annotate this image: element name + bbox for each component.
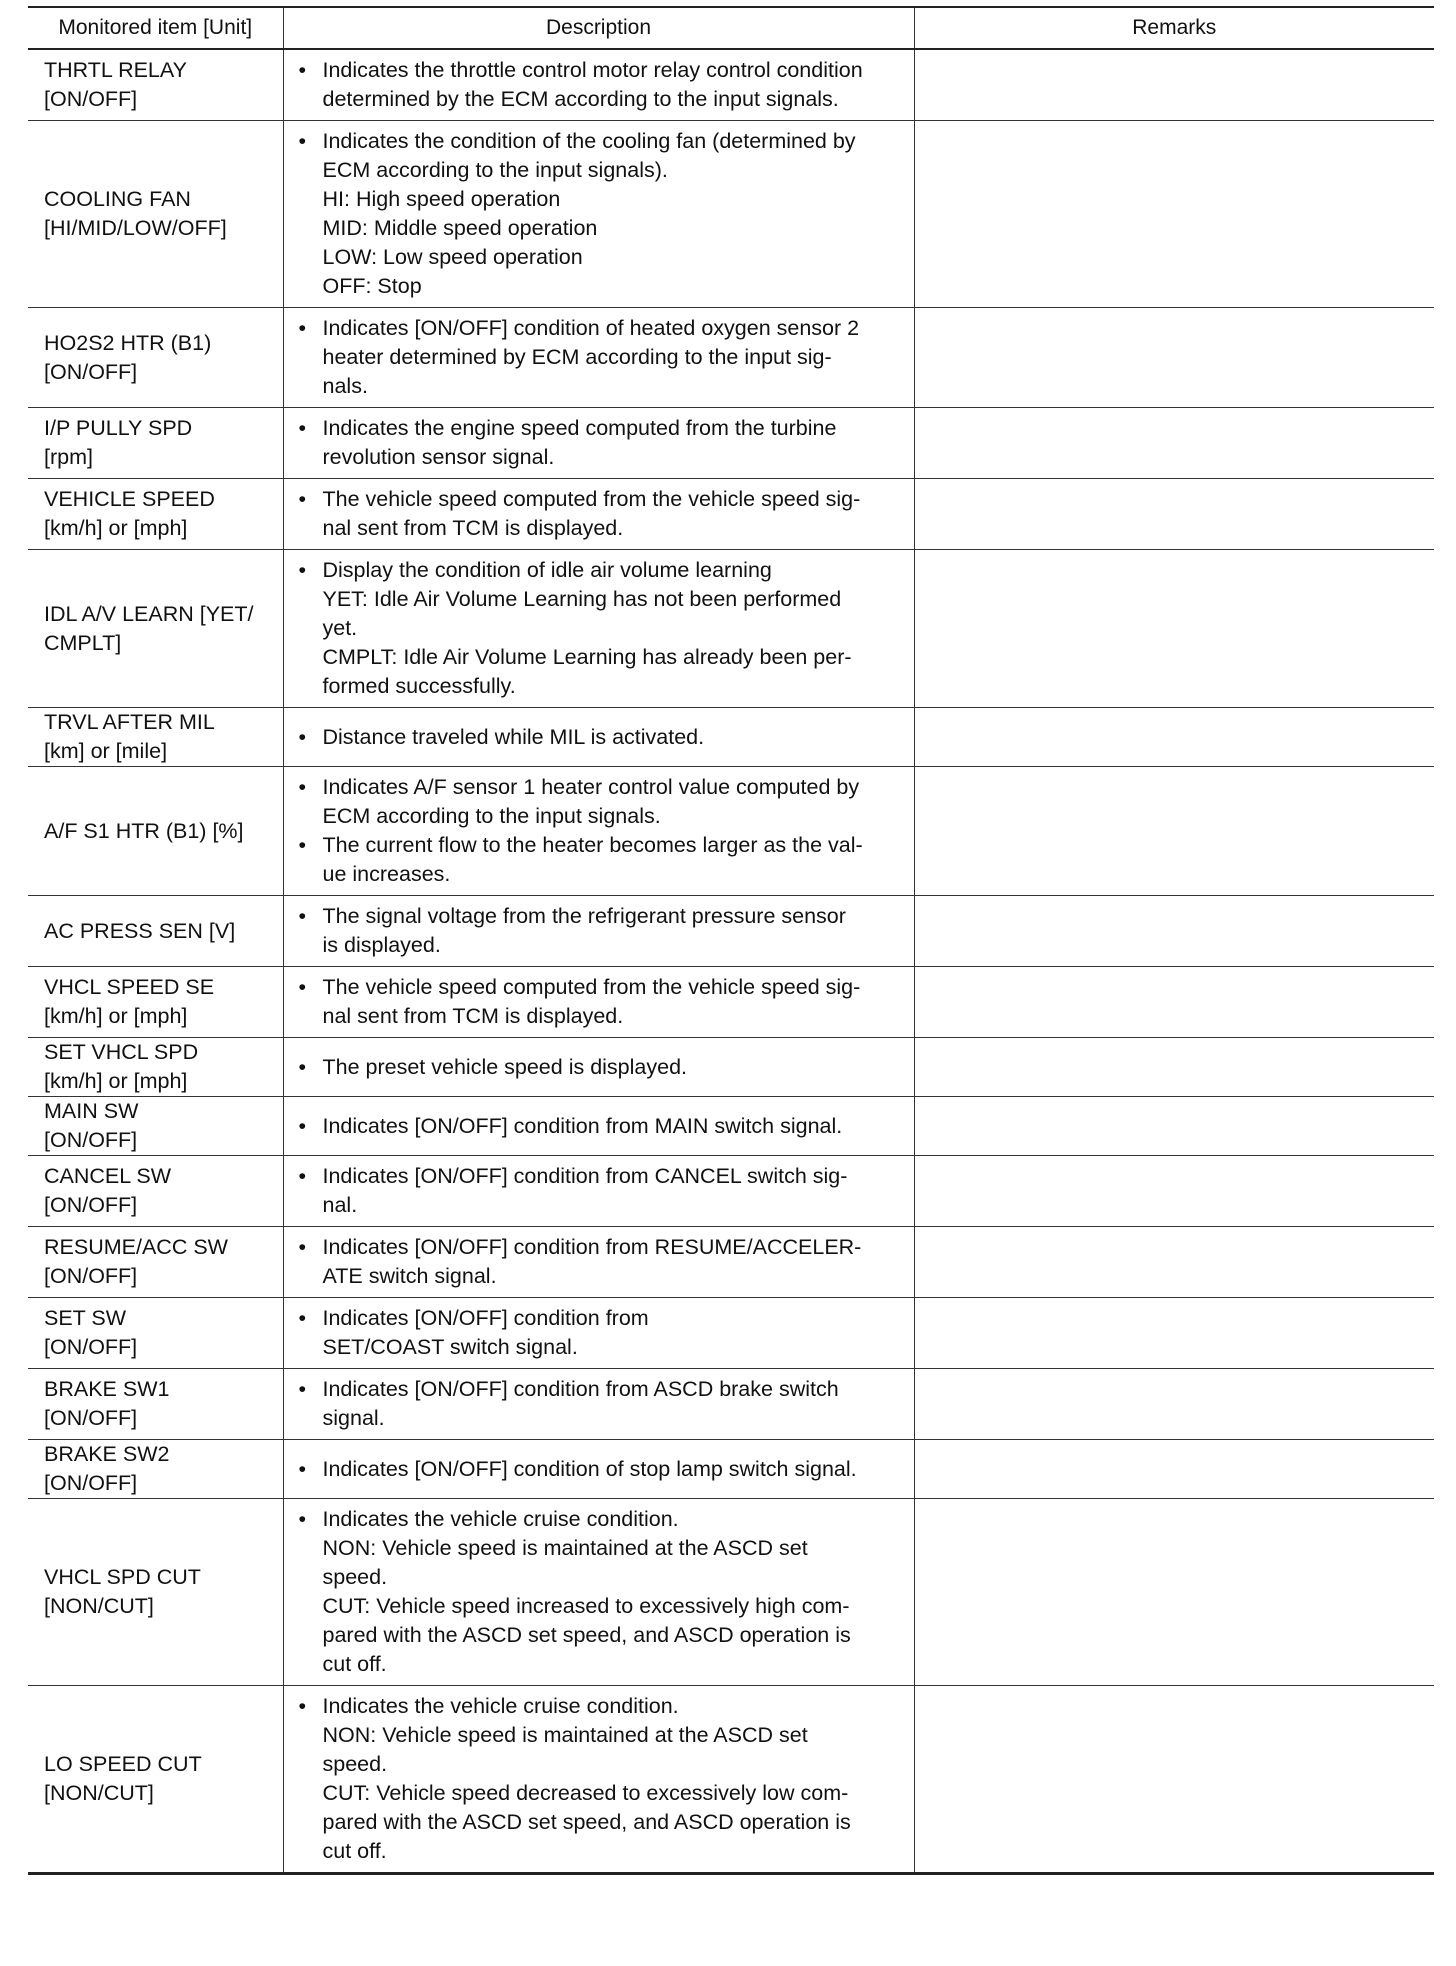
bullet-icon: • bbox=[298, 1306, 307, 1330]
description-text: cut off. bbox=[322, 1839, 387, 1863]
monitored-item-cell bbox=[28, 1097, 283, 1156]
table-row bbox=[28, 1227, 1434, 1298]
description-text: Indicates A/F sensor 1 heater control value computed by bbox=[322, 775, 860, 799]
monitored-item-text: [km/h] or [mph] bbox=[44, 516, 188, 540]
description-cell bbox=[283, 1369, 914, 1440]
document-page bbox=[28, 6, 1434, 1875]
description-bullet bbox=[298, 414, 908, 472]
bullet-icon: • bbox=[298, 58, 307, 82]
header-monitored-item: Monitored item [Unit] bbox=[28, 7, 283, 49]
monitor-items-table bbox=[28, 6, 1434, 1875]
table-row bbox=[28, 121, 1434, 308]
bullet-icon: • bbox=[298, 1235, 307, 1259]
description-cell bbox=[283, 121, 914, 308]
description-text: HI: High speed operation bbox=[322, 187, 561, 211]
description-cell bbox=[283, 767, 914, 896]
description-bullet bbox=[298, 56, 908, 114]
table-row bbox=[28, 1097, 1434, 1156]
monitored-item-text: SET VHCL SPD bbox=[44, 1040, 199, 1064]
description-text: The preset vehicle speed is displayed. bbox=[322, 1054, 688, 1079]
bullet-icon: • bbox=[298, 1164, 307, 1188]
description-text: Display the condition of idle air volume learning bbox=[322, 558, 772, 582]
description-bullet bbox=[298, 902, 908, 960]
description-text: Indicates [ON/OFF] condition from MAIN switch signal. bbox=[322, 1113, 843, 1138]
description-text: determined by the ECM according to the input signals. bbox=[322, 87, 839, 111]
monitored-item-cell bbox=[28, 121, 283, 308]
remarks-cell bbox=[914, 1440, 1434, 1499]
bullet-icon: • bbox=[298, 558, 307, 582]
monitored-item-text: BRAKE SW1 bbox=[44, 1377, 170, 1401]
description-text: Indicates the vehicle cruise condition. bbox=[322, 1507, 679, 1531]
description-bullet bbox=[298, 773, 908, 831]
table-row bbox=[28, 49, 1434, 121]
monitored-item-text: [NON/CUT] bbox=[44, 1781, 154, 1805]
table-row bbox=[28, 1156, 1434, 1227]
description-text: YET: Idle Air Volume Learning has not been performed bbox=[322, 587, 842, 611]
monitored-item-cell bbox=[28, 1156, 283, 1227]
monitored-item-cell bbox=[28, 896, 283, 967]
description-text: revolution sensor signal. bbox=[322, 445, 555, 469]
remarks-cell bbox=[914, 1038, 1434, 1097]
description-text: CMPLT: Idle Air Volume Learning has already been per- bbox=[322, 645, 852, 669]
remarks-cell bbox=[914, 550, 1434, 708]
monitored-item-cell bbox=[28, 1686, 283, 1874]
description-text: Indicates [ON/OFF] condition from ASCD brake switch bbox=[322, 1377, 839, 1401]
monitored-item-cell bbox=[28, 479, 283, 550]
description-bullet bbox=[298, 1053, 908, 1082]
description-text: Indicates the engine speed computed from the turbine bbox=[322, 416, 837, 440]
bullet-icon: • bbox=[298, 487, 307, 511]
table-row bbox=[28, 1440, 1434, 1499]
table-row bbox=[28, 1038, 1434, 1097]
description-text: cut off. bbox=[322, 1652, 387, 1676]
table-row bbox=[28, 767, 1434, 896]
monitored-item-text: [ON/OFF] bbox=[44, 1128, 138, 1152]
remarks-cell bbox=[914, 121, 1434, 308]
monitored-item-text: [rpm] bbox=[44, 445, 93, 469]
monitored-item-cell bbox=[28, 708, 283, 767]
description-bullet bbox=[298, 831, 908, 889]
monitored-item-cell bbox=[28, 767, 283, 896]
description-text: Indicates the vehicle cruise condition. bbox=[322, 1694, 679, 1718]
table-row bbox=[28, 1298, 1434, 1369]
description-text: Indicates [ON/OFF] condition from bbox=[322, 1306, 649, 1330]
description-bullet bbox=[298, 314, 908, 401]
monitored-item-cell bbox=[28, 49, 283, 121]
description-bullet bbox=[298, 1233, 908, 1291]
description-bullet bbox=[298, 485, 908, 543]
description-text: speed. bbox=[322, 1565, 388, 1589]
monitored-item-text: I/P PULLY SPD bbox=[44, 416, 193, 440]
bullet-icon: • bbox=[298, 1507, 307, 1531]
description-text: ECM according to the input signals). bbox=[322, 158, 668, 182]
description-text: signal. bbox=[322, 1406, 385, 1430]
monitored-item-cell bbox=[28, 550, 283, 708]
monitored-item-text: [NON/CUT] bbox=[44, 1594, 154, 1618]
bullet-icon: • bbox=[298, 1456, 307, 1481]
monitored-item-cell bbox=[28, 1440, 283, 1499]
description-cell bbox=[283, 1227, 914, 1298]
description-bullet bbox=[298, 556, 908, 701]
description-text: Indicates [ON/OFF] condition of stop lamp switch signal. bbox=[322, 1456, 857, 1481]
description-text: The vehicle speed computed from the vehicle speed sig- bbox=[322, 487, 861, 511]
description-cell bbox=[283, 896, 914, 967]
monitored-item-text: VHCL SPEED SE bbox=[44, 975, 215, 999]
description-text: nal sent from TCM is displayed. bbox=[322, 1004, 624, 1028]
description-text: pared with the ASCD set speed, and ASCD operation is bbox=[322, 1810, 851, 1834]
remarks-cell bbox=[914, 896, 1434, 967]
description-cell bbox=[283, 1499, 914, 1686]
bullet-icon: • bbox=[298, 904, 307, 928]
table-row bbox=[28, 896, 1434, 967]
description-text: OFF: Stop bbox=[322, 274, 422, 298]
table-header-row bbox=[28, 7, 1434, 49]
description-text: SET/COAST switch signal. bbox=[322, 1335, 578, 1359]
monitored-item-cell bbox=[28, 967, 283, 1038]
monitored-item-text: A/F S1 HTR (B1) [%] bbox=[44, 818, 244, 843]
description-text: Indicates [ON/OFF] condition from CANCEL switch sig- bbox=[322, 1164, 848, 1188]
description-text: Indicates the condition of the cooling fan (determined by bbox=[322, 129, 856, 153]
monitored-item-text: [ON/OFF] bbox=[44, 87, 138, 111]
description-bullet bbox=[298, 1162, 908, 1220]
description-text: heater determined by ECM according to the input sig- bbox=[322, 345, 832, 369]
remarks-cell bbox=[914, 967, 1434, 1038]
monitored-item-text: [ON/OFF] bbox=[44, 1406, 138, 1430]
description-bullet bbox=[298, 1304, 908, 1362]
table-row bbox=[28, 708, 1434, 767]
description-cell bbox=[283, 49, 914, 121]
description-text: ECM according to the input signals. bbox=[322, 804, 661, 828]
description-text: nals. bbox=[322, 374, 368, 398]
description-cell bbox=[283, 308, 914, 408]
remarks-cell bbox=[914, 767, 1434, 896]
monitored-item-text: HO2S2 HTR (B1) bbox=[44, 330, 212, 355]
table-row bbox=[28, 408, 1434, 479]
monitored-item-text: [ON/OFF] bbox=[44, 1335, 138, 1359]
monitored-item-text: [ON/OFF] bbox=[44, 1193, 138, 1217]
monitored-item-text: SET SW bbox=[44, 1306, 127, 1330]
monitored-item-text: AC PRESS SEN [V] bbox=[44, 918, 236, 943]
description-cell bbox=[283, 708, 914, 767]
description-text: NON: Vehicle speed is maintained at the ASCD set bbox=[322, 1723, 808, 1747]
monitored-item-cell bbox=[28, 408, 283, 479]
header-description: Description bbox=[283, 7, 914, 49]
monitored-item-text: CMPLT] bbox=[44, 630, 122, 655]
monitored-item-text: [HI/MID/LOW/OFF] bbox=[44, 216, 227, 240]
description-text: Distance traveled while MIL is activated. bbox=[322, 724, 705, 749]
description-text: pared with the ASCD set speed, and ASCD operation is bbox=[322, 1623, 851, 1647]
description-bullet bbox=[298, 127, 908, 301]
description-text: ATE switch signal. bbox=[322, 1264, 497, 1288]
remarks-cell bbox=[914, 1369, 1434, 1440]
bullet-icon: • bbox=[298, 1113, 307, 1138]
table-row bbox=[28, 1686, 1434, 1874]
remarks-cell bbox=[914, 1156, 1434, 1227]
monitored-item-text: [km/h] or [mph] bbox=[44, 1004, 188, 1028]
description-bullet bbox=[298, 1455, 908, 1484]
description-text: The vehicle speed computed from the vehicle speed sig- bbox=[322, 975, 861, 999]
remarks-cell bbox=[914, 708, 1434, 767]
monitored-item-text: VEHICLE SPEED bbox=[44, 487, 215, 511]
table-row bbox=[28, 308, 1434, 408]
bullet-icon: • bbox=[298, 1054, 307, 1079]
monitored-item-text: [km] or [mile] bbox=[44, 739, 168, 763]
description-cell bbox=[283, 1686, 914, 1874]
monitored-item-cell bbox=[28, 1038, 283, 1097]
bullet-icon: • bbox=[298, 416, 307, 440]
table-row bbox=[28, 1499, 1434, 1686]
monitored-item-text: BRAKE SW2 bbox=[44, 1442, 170, 1466]
description-text: NON: Vehicle speed is maintained at the ASCD set bbox=[322, 1536, 808, 1560]
description-text: formed successfully. bbox=[322, 674, 516, 698]
bullet-icon: • bbox=[298, 1377, 307, 1401]
description-bullet bbox=[298, 723, 908, 752]
description-cell bbox=[283, 408, 914, 479]
monitored-item-text: THRTL RELAY bbox=[44, 58, 187, 82]
description-text: nal sent from TCM is displayed. bbox=[322, 516, 624, 540]
remarks-cell bbox=[914, 1227, 1434, 1298]
description-text: The signal voltage from the refrigerant pressure sensor bbox=[322, 904, 846, 928]
description-text: The current flow to the heater becomes larger as the val- bbox=[322, 833, 863, 857]
description-text: LOW: Low speed operation bbox=[322, 245, 583, 269]
monitored-item-cell bbox=[28, 1298, 283, 1369]
description-cell bbox=[283, 1156, 914, 1227]
monitored-item-cell bbox=[28, 1499, 283, 1686]
monitored-item-text: RESUME/ACC SW bbox=[44, 1235, 228, 1259]
bullet-icon: • bbox=[298, 775, 307, 799]
description-bullet bbox=[298, 1112, 908, 1141]
description-text: speed. bbox=[322, 1752, 388, 1776]
description-cell bbox=[283, 967, 914, 1038]
description-text: Indicates the throttle control motor relay control condition bbox=[322, 58, 863, 82]
monitored-item-cell bbox=[28, 1227, 283, 1298]
description-text: is displayed. bbox=[322, 933, 441, 957]
monitored-item-text: TRVL AFTER MIL bbox=[44, 710, 215, 734]
remarks-cell bbox=[914, 1298, 1434, 1369]
table-row bbox=[28, 1369, 1434, 1440]
description-cell bbox=[283, 479, 914, 550]
description-text: Indicates [ON/OFF] condition of heated oxygen sensor 2 bbox=[322, 316, 860, 340]
remarks-cell bbox=[914, 308, 1434, 408]
description-text: nal. bbox=[322, 1193, 358, 1217]
monitored-item-text: VHCL SPD CUT bbox=[44, 1565, 201, 1589]
description-text: CUT: Vehicle speed increased to excessively high com- bbox=[322, 1594, 850, 1618]
monitored-item-text: MAIN SW bbox=[44, 1099, 139, 1123]
monitored-item-cell bbox=[28, 1369, 283, 1440]
monitored-item-cell bbox=[28, 308, 283, 408]
bullet-icon: • bbox=[298, 1694, 307, 1718]
remarks-cell bbox=[914, 1097, 1434, 1156]
remarks-cell bbox=[914, 408, 1434, 479]
monitored-item-text: COOLING FAN bbox=[44, 187, 191, 211]
table-row bbox=[28, 479, 1434, 550]
monitored-item-text: [ON/OFF] bbox=[44, 1471, 138, 1495]
description-text: MID: Middle speed operation bbox=[322, 216, 598, 240]
monitored-item-text: LO SPEED CUT bbox=[44, 1752, 202, 1776]
description-cell bbox=[283, 1097, 914, 1156]
bullet-icon: • bbox=[298, 316, 307, 340]
monitored-item-text: CANCEL SW bbox=[44, 1164, 172, 1188]
description-text: ue increases. bbox=[322, 862, 451, 886]
bullet-icon: • bbox=[298, 724, 307, 749]
remarks-cell bbox=[914, 1686, 1434, 1874]
description-cell bbox=[283, 1440, 914, 1499]
description-cell bbox=[283, 550, 914, 708]
description-text: CUT: Vehicle speed decreased to excessively low com- bbox=[322, 1781, 849, 1805]
monitored-item-text: IDL A/V LEARN [YET/ bbox=[44, 601, 254, 626]
description-cell bbox=[283, 1038, 914, 1097]
table-row bbox=[28, 967, 1434, 1038]
description-text: yet. bbox=[322, 616, 358, 640]
table-body bbox=[28, 49, 1434, 1874]
monitored-item-text: [km/h] or [mph] bbox=[44, 1069, 188, 1093]
description-bullet bbox=[298, 1692, 908, 1866]
monitored-item-text: [ON/OFF] bbox=[44, 1264, 138, 1288]
bullet-icon: • bbox=[298, 833, 307, 857]
header-remarks: Remarks bbox=[914, 7, 1434, 49]
description-bullet bbox=[298, 1375, 908, 1433]
description-text: Indicates [ON/OFF] condition from RESUME/ACCELER- bbox=[322, 1235, 862, 1259]
bullet-icon: • bbox=[298, 975, 307, 999]
remarks-cell bbox=[914, 479, 1434, 550]
remarks-cell bbox=[914, 1499, 1434, 1686]
bullet-icon: • bbox=[298, 129, 307, 153]
description-bullet bbox=[298, 973, 908, 1031]
table-row bbox=[28, 550, 1434, 708]
description-cell bbox=[283, 1298, 914, 1369]
remarks-cell bbox=[914, 49, 1434, 121]
description-bullet bbox=[298, 1505, 908, 1679]
monitored-item-text: [ON/OFF] bbox=[44, 359, 138, 384]
